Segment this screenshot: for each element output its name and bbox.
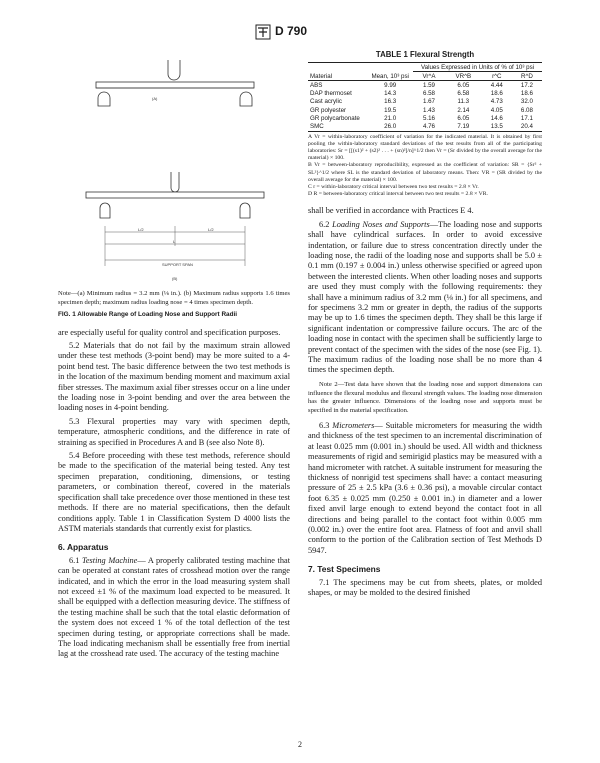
table-cell: 5.16 [422,114,435,122]
right-column [308,50,542,599]
table-cell: 18.6 [520,90,533,98]
table-footnote: C r = within-laboratory critical interval between two test results = 2.8 × Vr. [308,183,479,190]
table-header-vr: Vr^A [422,72,436,80]
table-header-group: Values Expressed in Units of % of 10³ psi [413,63,542,72]
paragraph: 5.4 Before proceeding with these test methods, reference should be made to the specification of the material being tested. Any test specimen preparation, conditioning, dimensions, or testing parameters, or combination thereof, covered in the materials specification shall take precedence over those mentioned in these test methods. If there are no material specifications, then the default conditions apply. Table 1 in Classification System D 4000 lists the ASTM materials standards that currently exist for plastics. [58,451,290,533]
paragraph-title: Testing Machine [82,555,138,565]
paragraph: are especially useful for quality control and specification purposes. [58,327,281,337]
table-cell: 19.5 [384,106,397,114]
table-cell: 4.73 [490,98,503,106]
table-cell: 6.58 [457,90,470,98]
document-number: D 790 [275,24,308,38]
table-cell: 11.3 [457,98,470,106]
section-heading: 7. Test Specimens [308,564,381,575]
paragraph-text: — Suitable micrometers for measuring the width and thickness of the test specimen to an incremental discrimination of at least 0.025 mm (0.001 in.) should be used. All width and thickness measurements of rigid and semirigid plastics may be measured with a hand micrometer with ratchet. A suitable instrument for measuring the thickness of nonrigid test specimens shall have: a contact measuring pressure of 25 ± 2.5 kPa (3.6 ± 0.36 psi), a movable circular contact foot 6.35 ± 0.025 mm (0.250 ± 0.001 in.) in diameter and a lower fixed anvil large enough to extend beyond the contact foot in all directions and being parallel to the contact foot within 0.005 mm (0.002 in.) over the entire foot area. Flatness of foot and anvil shall conform to the portion of the Calibration section of Test Methods D 5947. [308,421,542,555]
table-cell: 17.1 [520,114,533,122]
table-cell: DAP thermoset [310,90,352,98]
table-footnote: B Vr = between-laboratory reproducibility, expressed as the coefficient of variation: SR = {Sr² + SL²}^1/2 where SL is the standard deviation of laboratory means. Then: VR = (SR divided by the overall average for the material) × 100. [308,162,542,183]
table-title: TABLE 1 Flexural Strength [375,50,475,59]
table-row [308,98,542,106]
figure-caption: FIG. 1 Allowable Range of Loading Nose and Support Radii [58,310,238,318]
table-cell: ABS [310,81,323,89]
table-cell: SMC [310,122,324,130]
table-header-material: Material [310,72,333,80]
figure-1 [58,50,290,290]
table-cell: GR polyester [310,106,347,114]
table-cell: 6.58 [422,90,435,98]
table-cell: 26.0 [384,122,397,130]
paragraph-number: 6.2 [319,219,330,229]
paragraph-text: —The loading nose and supports shall have cylindrical surfaces. In order to avoid excessive indentation, or failure due to stress concentration directly under the loading nose, the radii of the loading nose and supports shall be 5.0 ± 0.1 mm (0.197 ± 0.004 in.) unless otherwise specified or agreed upon between the interested clients. When other loading noses and supports are used they must comply with the following requirements: they shall have a minimum radius of 3.2 mm (⅛ in.) for all specimens, and for specimens 3.2 mm or greater in depth, the radius of the supports may be up to 1.6 times the specimen depth. They shall be this large if significant indentation or compressive failure occurs. The arc of the loading nose in contact with the specimen shall be sufficiently large to prevent contact of the specimen with the sides of the nose (see Fig. 1). The maximum radius of the loading nose shall be no more than 4 times the specimen depth. [308,219,542,375]
table-header-R: R^D [520,72,533,80]
table-cell: 4.76 [422,122,435,130]
figure-label-l2-left: L/2 [138,227,144,232]
table-row [308,106,542,114]
table-footnote: A Vr = within-laboratory coefficient of variation for the indicated material. It is obtained by first pooling the within-laboratory standard deviations of the test results from all of the participating laboratories: Sr = [[(s1)² + (s2)² . . . + (sn)²]/n]^1/2 then Vr = (Sr divided by the overall average for the material) × 100. [308,133,542,162]
note-2: Note 2—Test data have shown that the loading nose and support dimensions can influence the flexural modulus and flexural strength values. The loading nose dimension has the greater influence. Dimensions of the loading nose and supports must be specified in the material specification. [308,380,542,415]
left-body-text [58,328,290,660]
table-cell: 14.3 [384,90,397,98]
table-cell: 17.2 [520,81,533,89]
table-cell: 1.43 [422,106,435,114]
table-cell: 6.05 [457,81,470,89]
flexural-strength-table [308,62,542,132]
figure-1-drawing [58,50,290,290]
figure-label-support-span: SUPPORT SPAN [162,262,193,267]
table-header-mean: Mean, 10³ psi [371,72,409,80]
page-header [0,22,600,42]
table-body [308,81,542,131]
table-cell: Cast acrylic [310,98,342,106]
right-body-text [308,206,542,598]
table-cell: 2.14 [457,106,470,114]
paragraph-text: — A properly calibrated testing machine that can be operated at constant rates of crosshead motion over the range indicated, and in which the error in the load measuring system shall not exceed ±1 % of the maximum load expected to be measured. It shall be equipped with a deflection measuring device. The stiffness of the testing machine shall be such that the total elastic deformation of the system does not exceed 1 % of the total deflection of the test specimen during testing, or appropriate corrections shall be made. The load indicating mechanism shall be essentially free from inertial lag at the crosshead rate used. The accuracy of the testing machine [58,555,290,659]
table-cell: 16.3 [384,98,397,106]
section-heading: 6. Apparatus [58,542,109,553]
figure-note: Note—(a) Minimum radius = 3.2 mm (⅛ in.). (b) Maximum radius supports 1.6 times specimen depth; maximum radius loading nose = 4 times specimen depth. [58,290,290,306]
table-row [308,81,542,90]
table-cell: 4.05 [490,106,503,114]
paragraph-title: Micrometers [332,421,375,431]
table-cell: GR polycarbonate [310,114,360,122]
table-footnote: D R = between-laboratory critical interval between two test results = 2.8 × VR. [308,191,488,198]
table-cell: 20.4 [520,122,533,130]
table-cell: 9.99 [384,81,397,89]
paragraph: shall be verified in accordance with Practices E 4. [308,206,474,216]
paragraph-6-1 [58,556,290,660]
table-header-vR: VR^B [455,72,472,80]
table-cell: 32.0 [520,98,533,106]
figure-label-a: (A) [152,96,158,101]
table-row [308,122,542,131]
figure-label-b: (B) [172,276,178,281]
table-cell: 14.6 [490,114,503,122]
paragraph: 5.3 Flexural properties may vary with specimen depth, temperature, atmospheric conditions, and the difference in rate of straining as specified in Procedures A and B (see also Note 8). [58,416,290,447]
left-column [58,50,290,660]
astm-logo-icon [255,24,271,40]
paragraph-6-2 [308,220,542,376]
table-cell: 6.08 [520,106,533,114]
paragraph-6-3 [308,421,542,556]
table-footnotes [308,134,542,199]
table-cell: 18.6 [490,90,503,98]
page-number: 2 [298,740,302,749]
table-header-r: r^C [492,72,502,80]
table-cell: 6.05 [457,114,470,122]
table-cell: 4.44 [490,81,503,89]
table-row [308,90,542,98]
table-row [308,114,542,122]
figure-label-l: L [173,239,176,244]
table-cell: 1.67 [422,98,435,106]
figure-label-l2-right: L/2 [208,227,214,232]
paragraph-number: 6.1 [69,555,80,565]
paragraph-number: 6.3 [319,421,330,431]
table-cell: 21.0 [384,114,397,122]
paragraph-7-1: 7.1 The specimens may be cut from sheets, plates, or molded shapes, or may be molded to the desired finished [308,577,542,598]
table-cell: 7.19 [457,122,470,130]
table-cell: 1.59 [422,81,435,89]
table-cell: 13.5 [490,122,503,130]
paragraph: 5.2 Materials that do not fail by the maximum strain allowed under these test methods (3-point bend) may be more suited to a 4-point bend test. The basic difference between the two test methods is in the location of the maximum bending moment and maximum axial fiber stresses. The maximum axial fiber stresses occur on a line under the loading nose in 3-point bending and over the area between the loading noses in 4-point bending. [58,341,290,413]
paragraph-title: Loading Noses and Supports [332,219,430,229]
